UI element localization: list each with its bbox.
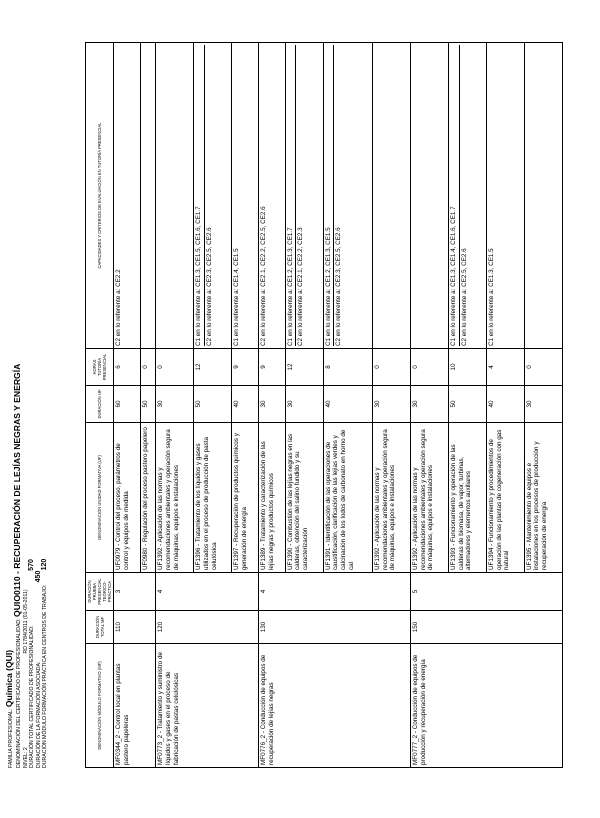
table-header-row [86,43,114,768]
uf-tutoring-hours: 8 [323,349,372,386]
uf-capacities [486,43,524,349]
uf-name: UF1396 - Tratamiento de los líquidos y gases utilizados en el proceso de producción de pasta celulósica [194,423,232,573]
module-name: MF0773_2 - Tratamiento y suministro de líquidos y gases en el proceso de fabricación de pastas celulósicas [156,644,259,768]
module-name: MF0344_2 - Control local en plantas pastero papeleras [114,644,156,768]
capacity-line: C2 en lo referente a: CE2.3, CE2.5, CE2.6 [333,45,344,346]
capacity-line: C2 en lo referente a: CE2.3, CE2.5, CE2.6 [204,45,215,346]
module-name: MF0776_2 - Conducción de equipos de recuperación de lejías negras [259,644,411,768]
uf-capacities [194,43,232,349]
document-header [6,48,48,768]
table-body [114,43,563,768]
uf-duration: 50 [448,386,486,423]
uf-duration: 30 [373,386,411,423]
uf-duration: 30 [285,386,323,423]
uf-name: UF1394 - Funcionamiento y procedimientos de operación de las plantas de cogeneración con gas natural [486,423,524,573]
uf-duration: 40 [323,386,372,423]
uf-name: UF1392 - Aplicación de las normas y recomendaciones ambientales y operación segura de máquinas, equipos e instalaciones [156,423,194,573]
modules-table [85,42,563,768]
uf-duration: 30 [410,386,448,423]
uf-name: UF1395 - Mantenimiento de equipos e instalaciones en los procesos de producción y recuperación de energía [524,423,562,573]
uf-tutoring-hours: 9 [259,349,286,386]
uf-tutoring-hours: 12 [285,349,323,386]
uf-name: UF1392 - Aplicación de las normas y recomendaciones ambientales y operación segura de máquinas, equipos e instalaciones [410,423,448,573]
uf-capacities [114,43,141,349]
uf-tutoring-hours: 10 [448,349,486,386]
capacity-line: C2 en lo referente a: CE2.5, CE2.6 [459,45,470,346]
duracion-formacion-value: 450 [34,570,42,583]
col-header-total: DURACIÓN TOTAL MF [86,611,114,644]
uf-tutoring-hours: 6 [114,349,141,386]
uf-tutoring-hours: 0 [156,349,194,386]
capacity-line: C1 en lo referente a: CE1.2, CE1.3, CE1.5 [324,227,332,346]
col-header-dur-uf: DURACIÓN UF [86,386,114,423]
uf-name: UF1389 - Tratamiento y caracterización de las lejías negras y productos químicos [259,423,286,573]
uf-name: UF1397 - Recuperación de productos químicos y generación de energía [232,423,259,573]
module-test-hours: 4 [259,573,411,611]
uf-tutoring-hours: 0 [524,349,562,386]
uf-duration: 30 [259,386,286,423]
uf-tutoring-hours: 4 [486,349,524,386]
table-row [410,43,448,768]
rd-text: RD 1784/2011 (01-05-2011) [22,589,29,654]
uf-capacities [410,43,448,349]
uf-duration: 40 [486,386,524,423]
col-header-caps: CAPACIDADES Y CRITERIOS DE EVALUACIÓN EN TUTORÍA PRESENCIAL [86,43,114,349]
uf-name: UF1390 - Combustión de las lejías negras en las calderas, obtención del salino fundido y su caracterización [285,423,323,573]
uf-capacities [323,43,372,349]
uf-capacities [259,43,286,349]
module-total-hours: 150 [410,611,562,644]
capacity-line [141,45,143,346]
uf-capacities [373,43,411,349]
capacity-line [525,45,527,346]
uf-capacities [448,43,486,349]
table-row [114,43,141,768]
capacity-line: C1 en lo referente a: CE1.3, CE1.5 [487,248,495,346]
uf-capacities [140,43,156,349]
uf-capacities [156,43,194,349]
uf-duration: 50 [140,386,156,423]
module-total-hours: 130 [259,611,411,644]
duracion-formacion-label: DURACIÓN DE LA FORMACIÓN ASOCIADA: [35,661,42,768]
certificate-title: QUIO0110 - RECUPERACIÓN DE LEJÍAS NEGRAS Y ENERGÍA [12,363,23,617]
module-total-hours: 110 [114,611,156,644]
uf-tutoring-hours: 0 [410,349,448,386]
duracion-total-label: DURACIÓN TOTAL CERTIFICADO DE PROFESIONALIDAD: [29,625,36,768]
duracion-total-value: 570 [28,559,36,571]
uf-duration: 50 [194,386,232,423]
familia-label: FAMILIA PROFESIONAL: [8,708,14,768]
capacity-line: C1 en lo referente a: CE1.3, CE1.4, CE1.6, CE1.7 [449,206,457,346]
uf-name: UF1391 - Identificación de las operaciones de caustificación, clarificación de las lejías verdes y calcinación de los lodos de carbonato en horno de cal [323,423,372,573]
uf-capacities [285,43,323,349]
capacity-line [373,45,375,346]
duracion-practicas-value: 120 [41,558,49,571]
capacity-line: C2 en lo referente a: CE2.2 [115,269,122,346]
uf-duration: 30 [524,386,562,423]
capacity-line: C1 en lo referente a: CE1.2, CE1.3, CE1.7 [286,227,294,346]
denominacion-line [14,48,22,768]
uf-name: UF0980 - Regulación del proceso pastero papelero [140,423,156,573]
module-test-hours: 3 [114,573,156,611]
uf-tutoring-hours: 0 [373,349,411,386]
familia-value: Química (QUI) [4,649,14,708]
uf-duration: 60 [114,386,141,423]
col-header-tutoria: HORAS TUTORÍA PRESENCIAL [86,349,114,386]
uf-name: UF1392 - Aplicación de las normas y recomendaciones ambientales y operación segura de máquinas, equipos e instalaciones [373,423,411,573]
table-row [259,43,286,768]
capacity-line: C1 en lo referente a: CE1.3, CE1.5, CE1.6, CE1.7 [195,206,203,346]
uf-duration: 40 [232,386,259,423]
capacity-line [411,45,413,346]
uf-capacities [232,43,259,349]
capacity-line: C1 en lo referente a: CE1.4, CE1.5 [233,248,241,346]
col-header-mf: DENOMINACIÓN MÓDULO FORMATIVO (MF) [86,644,114,768]
duracion-practicas-label: DURACIÓN MÓDULO FORMACIÓN PRÁCTICA EN CENTROS DE TRABAJO: [42,584,49,768]
denominacion-label: DENOMINACIÓN DEL CERTIFICADO DE PROFESIONALIDAD: [16,618,23,768]
module-total-hours: 120 [156,611,259,644]
col-header-uf: DENOMINACIÓN UNIDAD FORMATIVA (UF) [86,423,114,573]
uf-tutoring-hours: 9 [232,349,259,386]
capacity-line: C2 en lo referente a: CE2.1, CE2.2, CE2.3 [295,45,306,346]
uf-tutoring-hours: 12 [194,349,232,386]
table-row [156,43,194,768]
capacity-line [156,45,158,346]
module-test-hours: 5 [410,573,562,611]
uf-name: UF0979 - Control del proceso, parámetros de control y equipos de medida [114,423,141,573]
module-test-hours: 4 [156,573,259,611]
module-name: MF0777_2 - Conducción de equipos de producción y recuperación de energía [410,644,562,768]
uf-duration: 30 [156,386,194,423]
uf-capacities [524,43,562,349]
col-header-prueba: DURACIÓN PRUEBA PRESENCIAL TEÓRICO-PRÁCTICA [86,573,114,611]
uf-name: UF1393 - Funcionamiento y operación de las calderas de biomasa, de vapor, turbinas, alternadores y elementos auxiliares [448,423,486,573]
capacity-line: C2 en lo referente a: CE2.1, CE2.2, CE2.5, CE2.6 [260,206,268,346]
duracion-practicas-line [42,48,48,768]
uf-tutoring-hours: 0 [140,349,156,386]
nivel-label: NIVEL: 2 [22,747,29,768]
